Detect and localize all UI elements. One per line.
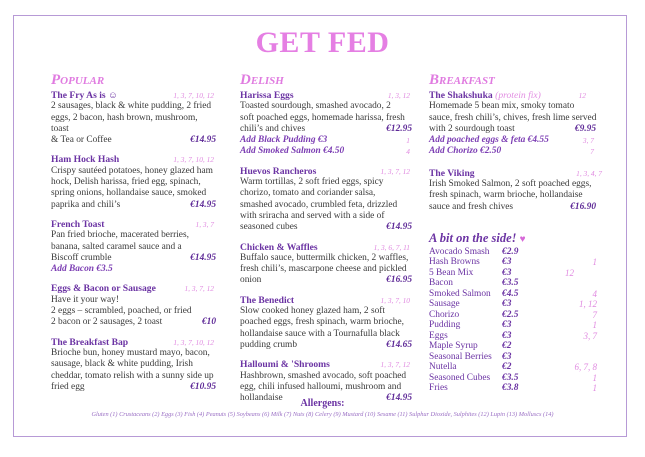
desc-line: chili’s and chives (240, 123, 306, 134)
side-item (429, 352, 604, 363)
side-item (429, 247, 604, 258)
menu-item (51, 90, 216, 146)
desc-line: with sriracha and served with a side of (240, 210, 385, 221)
item-price: €14.95 (190, 252, 216, 263)
side-name: 5 Bean Mix (429, 267, 474, 278)
allergen-legend (0, 398, 645, 418)
item-allergens: 1, 3, 7, 10, 12 (173, 91, 214, 100)
item-name: Chicken & Waffles (240, 241, 318, 253)
addon-option (51, 264, 216, 275)
side-item (429, 362, 604, 373)
menu-item (51, 283, 216, 328)
desc-line: Slow cooked honey glazed ham, 2 soft (240, 306, 386, 317)
item-name (429, 90, 541, 101)
item-allergens: 1, 3, 7, 12 (184, 284, 214, 294)
side-price: €3 (502, 267, 512, 278)
item-price: €12.95 (386, 123, 412, 134)
item-description (51, 166, 216, 211)
item-allergens: 1, 3, 7 (195, 219, 214, 229)
desc-line: hollandaise (240, 393, 283, 404)
item-description (240, 177, 412, 233)
side-name: Seasonal Berries (429, 351, 492, 362)
side-name: Sausage (429, 299, 460, 310)
side-allergens: 1 (592, 320, 597, 331)
addon-label: Add Black Pudding €3 (240, 135, 328, 146)
item-name: Huevos Rancheros (240, 165, 317, 177)
menu-item (51, 337, 216, 393)
addon-allergens: 3, 7 (582, 136, 594, 146)
addon-allergens: 7 (590, 147, 594, 157)
side-item (429, 373, 604, 384)
desc-line: Warm tortillas, 2 soft fried eggs, spicy (240, 177, 384, 188)
side-price: €3 (502, 320, 512, 331)
menu-item (240, 90, 412, 158)
desc-line: sauce and fresh chives (429, 201, 514, 212)
desc-line: fried egg (51, 381, 85, 392)
side-price: €2 (502, 341, 512, 352)
item-name: Halloumi & 'Shrooms (240, 359, 330, 371)
menu-item (240, 295, 412, 351)
desc-line: banana, salted caramel sauce and a (51, 241, 182, 252)
desc-line: Hashbrown, smashed avocado, soft poached (240, 370, 407, 381)
item-description (51, 348, 216, 393)
side-name: Hash Browns (429, 257, 480, 268)
addon-allergens: 1 (406, 136, 410, 146)
desc-line: hollandaise sauce with a Tournafulla black (240, 328, 400, 339)
item-allergens: 1, 3, 7, 10, 12 (173, 155, 214, 165)
desc-line: fresh spinach, warm brioche, hollandaise (429, 190, 583, 201)
desc-line: hock, Delish harissa, fried egg, spinach, (51, 177, 201, 188)
item-description (429, 179, 604, 213)
desc-line: spring onions, hollandaise sauce, smoked (51, 188, 207, 199)
desc-line: sauce, fresh chili’s, chives, fresh lime served (429, 112, 597, 123)
item-tag: (protein fix) (495, 90, 541, 101)
desc-line: pudding crumb (240, 339, 298, 350)
menu-item (429, 90, 604, 158)
side-name: Eggs (429, 330, 448, 341)
side-allergens (542, 352, 597, 363)
side-name: Pudding (429, 320, 461, 331)
side-price: €3 (502, 299, 512, 310)
sides-title-text: A bit on the side! (429, 230, 517, 245)
side-allergens: 1, 12 (579, 299, 597, 310)
side-price: €3 (502, 351, 512, 362)
side-name: Chorizo (429, 309, 460, 320)
side-item (429, 310, 604, 321)
side-item (429, 331, 604, 342)
desc-line: Toasted sourdough, smashed avocado, 2 (240, 101, 391, 112)
item-price: €14.65 (386, 339, 412, 350)
item-allergens: 1, 3, 7, 12 (380, 166, 410, 176)
side-allergens (542, 341, 597, 352)
side-allergens: 1 (592, 383, 597, 394)
desc-line: soft poached eggs, homemade harissa, fresh (240, 112, 405, 123)
side-allergens: 1 (592, 372, 597, 383)
desc-line: egg, chili infused halloumi, mushroom and (240, 381, 402, 392)
item-allergens: 1, 3, 6, 7, 11 (373, 242, 410, 252)
side-price: €3.5 (502, 278, 519, 289)
item-name: The Fry As is ☺ (51, 90, 118, 101)
addon-option (240, 146, 412, 157)
desc-line: with 2 sourdough toast (429, 123, 515, 134)
side-price: €2 (502, 362, 512, 373)
side-name: Nutella (429, 362, 457, 373)
item-allergens: 1, 3, 7, 10, 12 (173, 337, 214, 347)
side-price: €2.5 (502, 309, 519, 320)
side-item (429, 289, 604, 300)
side-name: Maple Syrup (429, 341, 478, 352)
desc-line: sausage, black & white pudding, Irish (51, 359, 193, 370)
side-item (429, 257, 604, 268)
desc-line: & Tea or Coffee (51, 135, 112, 146)
side-allergens: 12 (565, 267, 574, 278)
side-item (429, 278, 604, 289)
desc-line: cheddar, tomato relish with a sunny side up (51, 370, 214, 381)
section-delish (240, 72, 412, 412)
side-item (429, 383, 604, 394)
menu-item (51, 154, 216, 210)
item-name: The Breakfast Bap (51, 336, 129, 348)
side-item (429, 299, 604, 310)
item-price: €14.95 (190, 135, 216, 146)
item-name: French Toast (51, 218, 105, 230)
side-name: Seasoned Cubes (429, 372, 491, 383)
addon-option (429, 146, 604, 157)
section-title-delish: Delish (240, 72, 284, 88)
item-description (240, 101, 412, 135)
side-item (429, 268, 604, 279)
item-description (51, 295, 216, 329)
side-price: €3 (502, 257, 512, 268)
desc-line: Biscoff crumble (51, 252, 112, 263)
sides-title (429, 231, 604, 246)
side-item (429, 341, 604, 352)
desc-line: seasoned cubes (240, 222, 298, 233)
desc-line: Homemade 5 bean mix, smoky tomato (429, 101, 575, 112)
section-popular (51, 72, 216, 401)
side-name: Avocado Smash (429, 246, 490, 257)
item-price: €10 (201, 317, 216, 328)
item-allergens: 1, 3, 7, 12 (380, 360, 410, 370)
item-name: Ham Hock Hash (51, 154, 120, 166)
desc-line: paprika and chili’s (51, 199, 121, 210)
side-name: Bacon (429, 278, 453, 289)
addon-allergens: 4 (406, 147, 410, 157)
side-price: €4.5 (502, 288, 519, 299)
item-description (240, 306, 412, 351)
side-item (429, 320, 604, 331)
side-allergens: 7 (592, 309, 597, 320)
desc-line: onion (240, 275, 262, 286)
item-description (429, 101, 604, 135)
addon-label: Add Smoked Salmon €4.50 (240, 146, 345, 157)
desc-line: chorizo, tomato and coriander salsa, (240, 188, 376, 199)
item-name: The Benedict (240, 294, 295, 306)
section-title-popular: Popular (51, 72, 105, 88)
menu-title: GET FED (255, 26, 390, 59)
allergen-title: Allergens: (300, 398, 345, 409)
desc-line: 2 sausages, black & white pudding, 2 fried (51, 101, 212, 112)
item-description (240, 253, 412, 287)
side-name: Fries (429, 383, 448, 394)
side-allergens: 4 (592, 288, 597, 299)
item-allergens: 1, 3, 12 (387, 91, 410, 100)
item-price: €10.95 (190, 381, 216, 392)
item-description (51, 230, 216, 264)
desc-line: Buffalo sauce, buttermilk chicken, 2 waffles, (240, 252, 409, 263)
addon-option (240, 135, 412, 146)
item-price: €9.95 (574, 123, 596, 134)
item-price: €14.95 (386, 222, 412, 233)
item-price: €14.95 (190, 199, 216, 210)
desc-line: 2 bacon or 2 sausages, 2 toast (51, 317, 163, 328)
side-allergens: 3, 7 (583, 330, 597, 341)
item-price: €16.90 (570, 201, 596, 212)
addon-label: Add Chorizo €2.50 (429, 146, 502, 157)
addon-option (429, 135, 604, 146)
menu-item (51, 219, 216, 275)
desc-line: poached eggs, fresh spinach, warm brioche, (240, 317, 405, 328)
desc-line: Have it your way! (51, 294, 119, 305)
desc-line: fresh chili’s, mascarpone cheese and pickled (240, 264, 407, 275)
desc-line: smashed avocado, crumbled feta, drizzled (240, 199, 398, 210)
menu-item (429, 168, 604, 213)
desc-line: Crispy sautéed potatoes, honey glazed ham (51, 165, 213, 176)
allergen-list: Gluten (1) Crustaceans (2) Eggs (3) Fish (4) Peanuts (5) Soybeans (6) Milk (7) Nuts (8) Celery (9) Mustard (10) Sesame (11) Sulphur Dioxide, Sulphites (12) Lupin (13) Molluscs (14) (91, 411, 554, 418)
desc-line: eggs, 2 bacon, hash brown, mushroom, toast (51, 112, 198, 134)
side-allergens (542, 247, 597, 258)
desc-line: 2 eggs – scrambled, poached, or fried (51, 306, 192, 317)
side-allergens (542, 278, 597, 289)
section-breakfast (429, 72, 604, 394)
item-allergens: 1, 3, 7, 10 (380, 295, 410, 305)
side-allergens: 6, 7, 8 (574, 362, 597, 373)
section-title-breakfast: Breakfast (429, 72, 495, 88)
sides-list (429, 247, 604, 394)
addon-label: Add poached eggs & feta €4.55 (429, 135, 549, 146)
item-description (51, 101, 216, 146)
side-name: Smoked Salmon (429, 288, 491, 299)
side-price: €3.8 (502, 383, 519, 394)
item-name: The Viking (429, 167, 475, 179)
addon-label: Add Bacon €3.5 (51, 264, 113, 275)
side-price: €2.9 (502, 246, 519, 257)
item-name: Eggs & Bacon or Sausage (51, 283, 156, 295)
side-allergens: 1 (592, 257, 597, 268)
item-name-text: The Shakshuka (429, 90, 493, 101)
menu-item (240, 166, 412, 234)
desc-line: Brioche bun, honey mustard mayo, bacon, (51, 347, 210, 358)
desc-line: Irish Smoked Salmon, 2 soft poached eggs, (429, 179, 592, 190)
item-allergens: 12 (578, 91, 586, 100)
desc-line: Pan fried brioche, macerated berries, (51, 230, 189, 241)
item-price: €14.95 (386, 393, 412, 404)
item-allergens: 1, 3, 4, 7 (576, 168, 602, 178)
item-price: €16.95 (386, 275, 412, 286)
item-name: Harissa Eggs (240, 90, 294, 101)
side-price: €3.5 (502, 372, 519, 383)
side-price: €3 (502, 330, 512, 341)
menu-item (240, 242, 412, 287)
heart-icon: ♥ (519, 233, 526, 245)
